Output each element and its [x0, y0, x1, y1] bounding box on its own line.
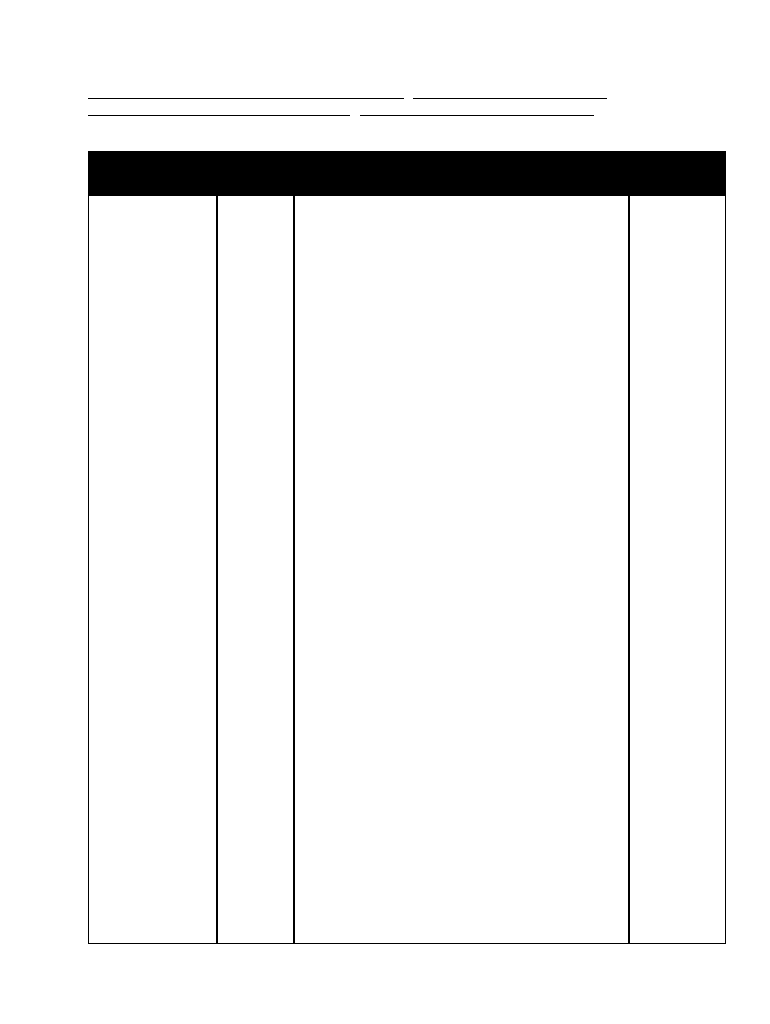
- phone-field[interactable]: [360, 105, 594, 116]
- allergies-field[interactable]: [413, 88, 607, 99]
- column-divider: [628, 196, 630, 943]
- pharmacy-field[interactable]: [88, 105, 350, 116]
- table-header: [89, 152, 725, 196]
- name-field-row: [88, 88, 607, 103]
- column-divider: [216, 196, 218, 943]
- name-field[interactable]: [88, 88, 404, 99]
- pharmacy-field-row: [88, 105, 594, 120]
- medication-table: [88, 151, 726, 944]
- column-divider: [293, 196, 295, 943]
